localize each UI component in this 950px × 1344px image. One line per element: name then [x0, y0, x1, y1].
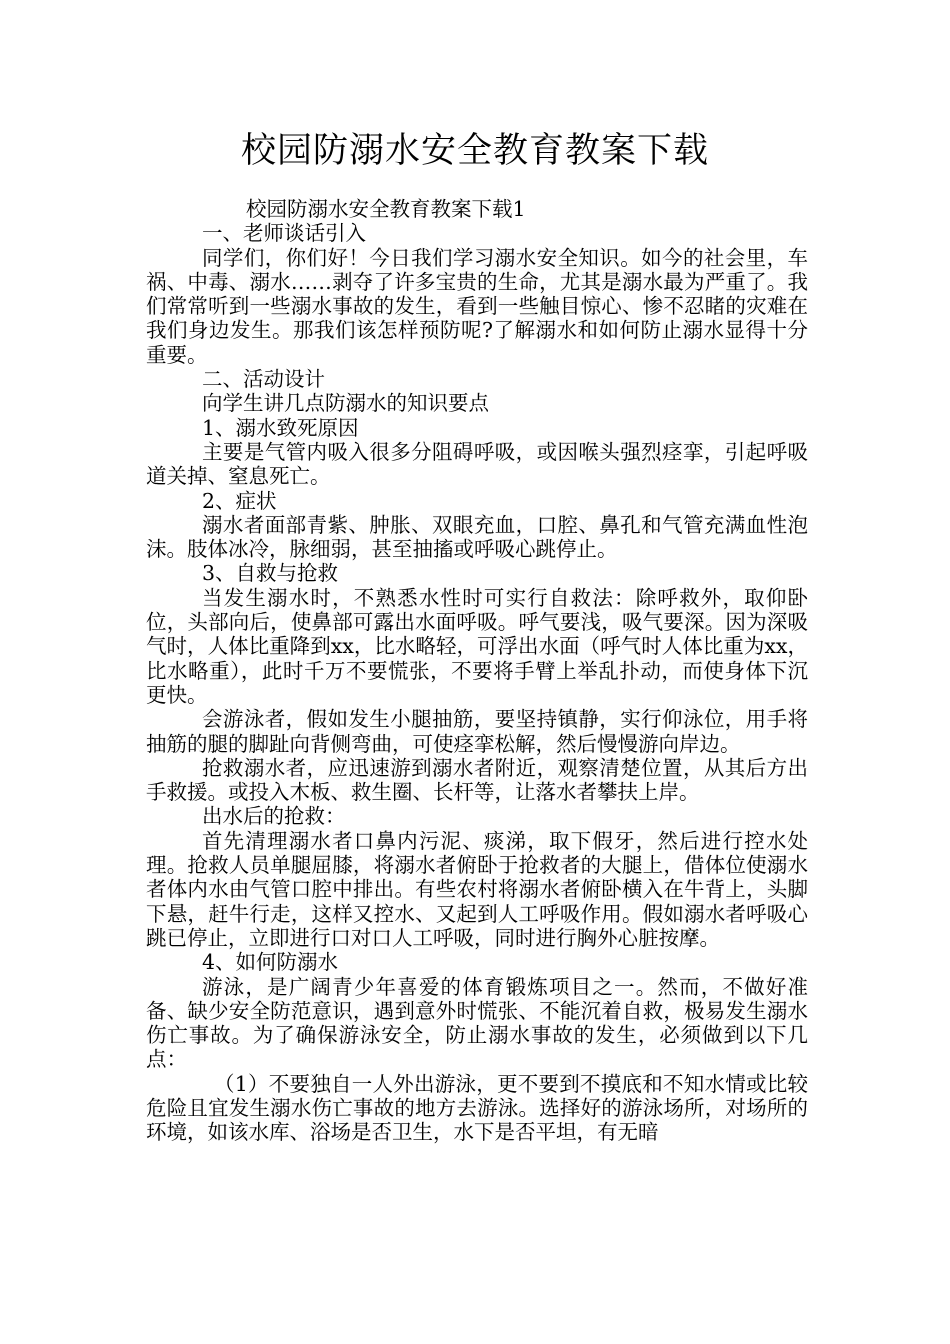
paragraph: 出水后的抢救：: [202, 804, 346, 829]
paragraph: 会游泳者，假如发生小腿抽筋，要坚持镇静，实行仰泳位，用手将抽筋的腿的脚趾向背侧弯曲，可使痉挛松解，然后慢慢游向岸边。: [146, 707, 808, 756]
paragraph: 当发生溺水时，不熟悉水性时可实行自救法：除呼救外，取仰卧位，头部向后，使鼻部可露出水面呼吸。呼气要浅，吸气要深。因为深吸气时，人体比重降到xx，比水略轻，可浮出水面（呼气时人体比重为xx，比水略重），此时千万不要慌张，不要将手臂上举乱扑动，而使身体下沉更快。: [146, 585, 808, 707]
heading-rescue: 3、自救与抢救: [202, 561, 339, 586]
paragraph: 向学生讲几点防溺水的知识要点: [202, 391, 489, 416]
document-title: 校园防溺水安全教育教案下载: [240, 131, 709, 171]
paragraph: 抢救溺水者，应迅速游到溺水者附近，观察清楚位置，从其后方出手救援。或投入木板、救生圈、长杆等，让落水者攀扶上岸。: [146, 755, 808, 805]
heading-symptoms: 2、症状: [202, 488, 277, 513]
list-item: （1）不要独自一人外出游泳，更不要到不摸底和不知水情或比较危险且宜发生溺水伤亡事故的地方去游泳。选择好的游泳场所，对场所的环境，如该水库、浴场是否卫生，水下是否平坦，有无暗: [146, 1071, 808, 1145]
paragraph: 游泳，是广阔青少年喜爱的体育锻炼项目之一。然而，不做好准备、缺少安全防范意识，遇到意外时慌张、不能沉着自救，极易发生溺水伤亡事故。为了确保游泳安全，防止溺水事故的发生，必须做到以下几点：: [146, 974, 808, 1072]
heading-cause: 1、溺水致死原因: [202, 415, 359, 440]
paragraph: 首先清理溺水者口鼻内污泥、痰涕，取下假牙，然后进行控水处理。抢救人员单腿屈膝，将溺水者俯卧于抢救者的大腿上，借体位使溺水者体内水由气管口腔中排出。有些农村将溺水者俯卧横入在牛背上，头脚下悬，赶牛行走，这样又控水、又起到人工呼吸作用。假如溺水者呼吸心跳已停止，立即进行口对口人工呼吸，同时进行胸外心脏按摩。: [146, 828, 808, 950]
paragraph: 主要是气管内吸入很多分阻碍呼吸，或因喉头强烈痉挛，引起呼吸道关掉、窒息死亡。: [146, 439, 808, 489]
document-body: [146, 197, 808, 1145]
heading-intro: 一、老师谈话引入: [202, 221, 366, 246]
section-heading: 校园防溺水安全教育教案下载1: [246, 197, 526, 221]
paragraph: 溺水者面部青紫、肿胀、双眼充血，口腔、鼻孔和气管充满血性泡沫。肢体冰冷，脉细弱，甚至抽搐或呼吸心跳停止。: [146, 512, 808, 562]
heading-prevention: 4、如何防溺水: [202, 950, 339, 975]
heading-activity: 二、活动设计: [202, 367, 325, 392]
paragraph: 同学们，你们好！今日我们学习溺水安全知识。如今的社会里，车祸、中毒、溺水……剥夺了许多宝贵的生命，尤其是溺水最为严重了。我们常常听到一些溺水事故的发生，看到一些触目惊心、惨不忍睹的灾难在我们身边发生。那我们该怎样预防呢?了解溺水和如何防止溺水显得十分重要。: [146, 245, 808, 367]
